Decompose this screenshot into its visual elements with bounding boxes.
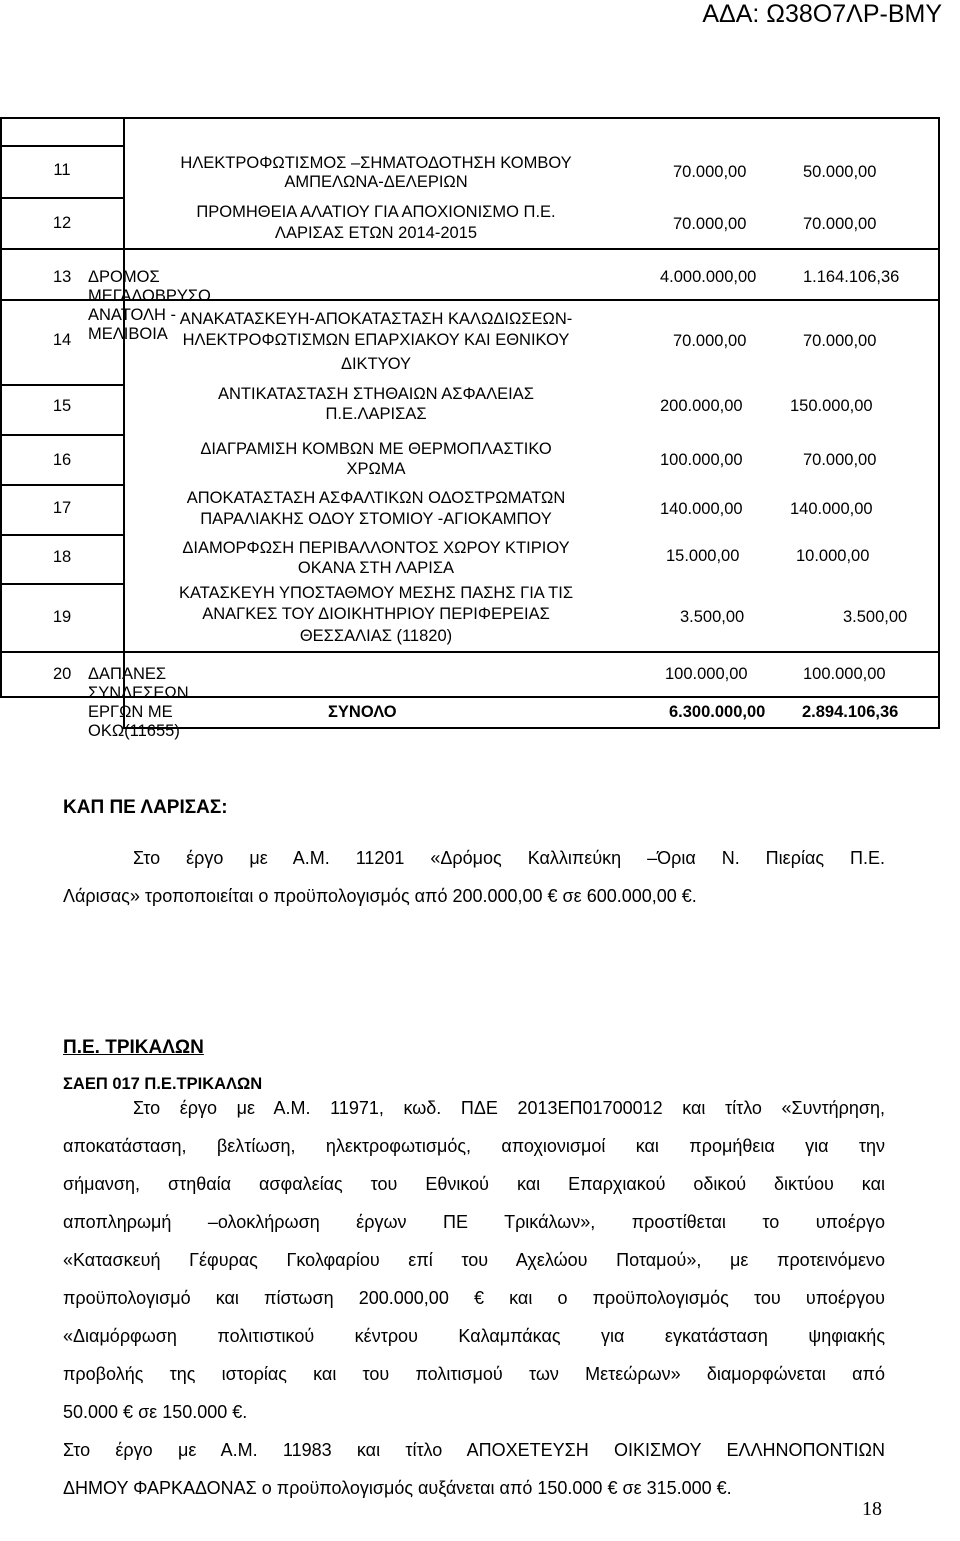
row-20-value-2: 100.000,00 <box>803 665 886 683</box>
row-20-value-1: 100.000,00 <box>665 665 748 683</box>
row-18-number: 18 <box>52 548 72 566</box>
kap-line-1: Στο έργο με Α.Μ. 11201 «Δρόμος Καλλιπεύκη –Όρια Ν. Πιερίας Π.Ε. <box>133 848 885 868</box>
row-12-desc-line1: ΠΡΟΜΗΘΕΙΑ ΑΛΑΤΙΟΥ ΓΙΑ ΑΠΟΧΙΟΝΙΣΜΟ Π.Ε. <box>196 203 556 221</box>
row-16-value-1: 100.000,00 <box>660 451 743 469</box>
ada-code: ΑΔΑ: Ω38Ο7ΛΡ-ΒΜΥ <box>702 0 942 28</box>
row-11-value-2: 50.000,00 <box>803 163 877 181</box>
row-11-number: 11 <box>53 161 71 179</box>
row-18-desc-line1: ΔΙΑΜΟΡΦΩΣΗ ΠΕΡΙΒΑΛΛΟΝΤΟΣ ΧΩΡΟΥ ΚΤΙΡΙΟΥ <box>182 539 570 557</box>
row-11-desc-line2: ΑΜΠΕΛΩΝΑ-ΔΕΛΕΡΙΩΝ <box>284 173 468 191</box>
page-number: 18 <box>862 1498 882 1520</box>
saep-heading: ΣΑΕΠ 017 Π.Ε.ΤΡΙΚΑΛΩΝ <box>63 1075 263 1093</box>
row-12-value-1: 70.000,00 <box>673 215 747 233</box>
row-11-value-1: 70.000,00 <box>673 163 747 181</box>
trikala-heading: Π.Ε. ΤΡΙΚΑΛΩΝ <box>63 1037 204 1058</box>
kap-line-2: Λάρισας» τροποποιείται ο προϋπολογισμός από 200.000,00 € σε 600.000,00 €. <box>63 886 697 906</box>
row-14-value-2: 70.000,00 <box>803 332 877 350</box>
trikala-p1-line2: αποκατάσταση, βελτίωση, ηλεκτροφωτισμός, αποχιονισμοί και προμήθεια για την <box>63 1136 885 1156</box>
row-19-number: 19 <box>52 608 72 626</box>
row-15-value-1: 200.000,00 <box>660 397 743 415</box>
trikala-p1-line4: αποπληρωμή –ολοκλήρωση έργων ΠΕ Τρικάλων», προστίθεται το υποέργο <box>63 1212 885 1232</box>
row-19-value-1: 3.500,00 <box>680 608 745 626</box>
total-value-2: 2.894.106,36 <box>802 703 899 721</box>
row-13-desc: ΔΡΟΜΟΣ ΜΕΓΑΛΟΒΡΥΣΟ ΑΝΑΤΟΛΗ - ΜΕΛΙΒΟΙΑ <box>88 268 211 343</box>
row-17-desc-line2: ΠΑΡΑΛΙΑΚΗΣ ΟΔΟΥ ΣΤΟΜΙΟΥ -ΑΓΙΟΚΑΜΠΟΥ <box>200 510 552 528</box>
row-17-value-2: 140.000,00 <box>790 500 873 518</box>
trikala-p1-line9: 50.000 € σε 150.000 €. <box>63 1402 248 1422</box>
row-13-number: 13 <box>53 268 72 286</box>
row-17-number: 17 <box>52 499 72 517</box>
row-13-value-2: 1.164.106,36 <box>803 268 900 286</box>
row-20-number: 20 <box>53 665 72 683</box>
row-16-desc-line1: ΔΙΑΓΡΑΜΙΣΗ ΚΟΜΒΩΝ ΜΕ ΘΕΡΜΟΠΛΑΣΤΙΚΟ <box>200 440 552 458</box>
row-13-value-1: 4.000.000,00 <box>660 268 757 286</box>
total-value-1: 6.300.000,00 <box>669 703 766 721</box>
trikala-p1-line8: προβολής της ιστορίας και του πολιτισμού των Μετεώρων» διαμορφώνεται από <box>63 1364 885 1384</box>
row-15-desc-line1: ΑΝΤΙΚΑΤΑΣΤΑΣΗ ΣΤΗΘΑΙΩΝ ΑΣΦΑΛΕΙΑΣ <box>218 385 534 403</box>
row-16-desc-line2: ΧΡΩΜΑ <box>346 460 406 478</box>
row-12-desc-line2: ΛΑΡΙΣΑΣ ΕΤΩΝ 2014-2015 <box>274 224 478 242</box>
row-15-number: 15 <box>52 397 72 415</box>
row-19-desc-line2: ΑΝΑΓΚΕΣ ΤΟΥ ΔΙΟΙΚΗΤΗΡΙΟΥ ΠΕΡΙΦΕΡΕΙΑΣ <box>202 605 550 623</box>
trikala-p2-line1: Στο έργο με Α.Μ. 11983 και τίτλο ΑΠΟΧΕΤΕΥΣΗ ΟΙΚΙΣΜΟΥ ΕΛΛΗΝΟΠΟΝΤΙΩΝ <box>63 1440 885 1460</box>
row-12-value-2: 70.000,00 <box>803 215 877 233</box>
row-19-value-2: 3.500,00 <box>843 608 908 626</box>
row-14-number: 14 <box>52 331 72 349</box>
trikala-p2-line2: ΔΗΜΟΥ ΦΑΡΚΑΔΟΝΑΣ ο προϋπολογισμός αυξάνεται από 150.000 € σε 315.000 €. <box>63 1478 732 1498</box>
kap-heading: ΚΑΠ ΠΕ ΛΑΡΙΣΑΣ: <box>63 797 228 818</box>
row-18-value-1: 15.000,00 <box>666 547 740 565</box>
row-14-desc-line2: ΗΛΕΚΤΡΟΦΩΤΙΣΜΩΝ ΕΠΑΡΧΙΑΚΟΥ ΚΑΙ ΕΘΝΙΚΟΥ <box>182 331 570 349</box>
row-11-desc-line1: ΗΛΕΚΤΡΟΦΩΤΙΣΜΟΣ –ΣΗΜΑΤΟΔΟΤΗΣΗ ΚΟΜΒΟΥ <box>180 154 572 172</box>
row-16-number: 16 <box>52 451 72 469</box>
row-18-desc-line2: ΟΚΑΝΑ ΣΤΗ ΛΑΡΙΣΑ <box>297 559 455 577</box>
row-15-value-2: 150.000,00 <box>790 397 873 415</box>
row-15-desc-line2: Π.Ε.ΛΑΡΙΣΑΣ <box>325 405 427 423</box>
row-14-value-1: 70.000,00 <box>673 332 747 350</box>
trikala-p1-line5: «Κατασκευή Γέφυρας Γκολφαρίου επί του Αχελώου Ποταμού», με προτεινόμενο <box>63 1250 885 1270</box>
row-14-desc-line3: ΔΙΚΤΥΟΥ <box>340 355 412 373</box>
row-14-desc-line1: ΑΝΑΚΑΤΑΣΚΕΥΗ-ΑΠΟΚΑΤΑΣΤΑΣΗ ΚΑΛΩΔΙΩΣΕΩΝ- <box>179 310 573 328</box>
trikala-p1-line7: «Διαμόρφωση πολιτιστικού κέντρου Καλαμπάκας για εγκατάσταση ψηφιακής <box>63 1326 885 1346</box>
total-label: ΣΥΝΟΛΟ <box>328 703 397 721</box>
row-17-desc-line1: ΑΠΟΚΑΤΑΣΤΑΣΗ ΑΣΦΑΛΤΙΚΩΝ ΟΔΟΣΤΡΩΜΑΤΩΝ <box>186 489 566 507</box>
trikala-p1-line3: σήμανση, στηθαία ασφαλείας του Εθνικού και Επαρχιακού οδικού δικτύου και <box>63 1174 885 1194</box>
row-19-desc-line3: ΘΕΣΣΑΛΙΑΣ (11820) <box>299 627 453 645</box>
row-12-number: 12 <box>52 214 72 232</box>
trikala-p1-line1: Στο έργο με Α.Μ. 11971, κωδ. ΠΔΕ 2013ΕΠ01700012 και τίτλο «Συντήρηση, <box>133 1098 885 1118</box>
row-20-desc: ΔΑΠΑΝΕΣ ΣΥΝΔΕΣΕΩΝ ΕΡΓΩΝ ΜΕ ΟΚΩ(11655) <box>88 665 189 740</box>
trikala-p1-line6: προϋπολογισμό και πίστωση 200.000,00 € και ο προϋπολογισμός του υποέργου <box>63 1288 885 1308</box>
row-17-value-1: 140.000,00 <box>660 500 743 518</box>
row-18-value-2: 10.000,00 <box>796 547 870 565</box>
row-16-value-2: 70.000,00 <box>803 451 877 469</box>
row-19-desc-line1: ΚΑΤΑΣΚΕΥΗ ΥΠΟΣΤΑΘΜΟΥ ΜΕΣΗΣ ΠΑΣΗΣ ΓΙΑ ΤΙΣ <box>178 584 574 602</box>
